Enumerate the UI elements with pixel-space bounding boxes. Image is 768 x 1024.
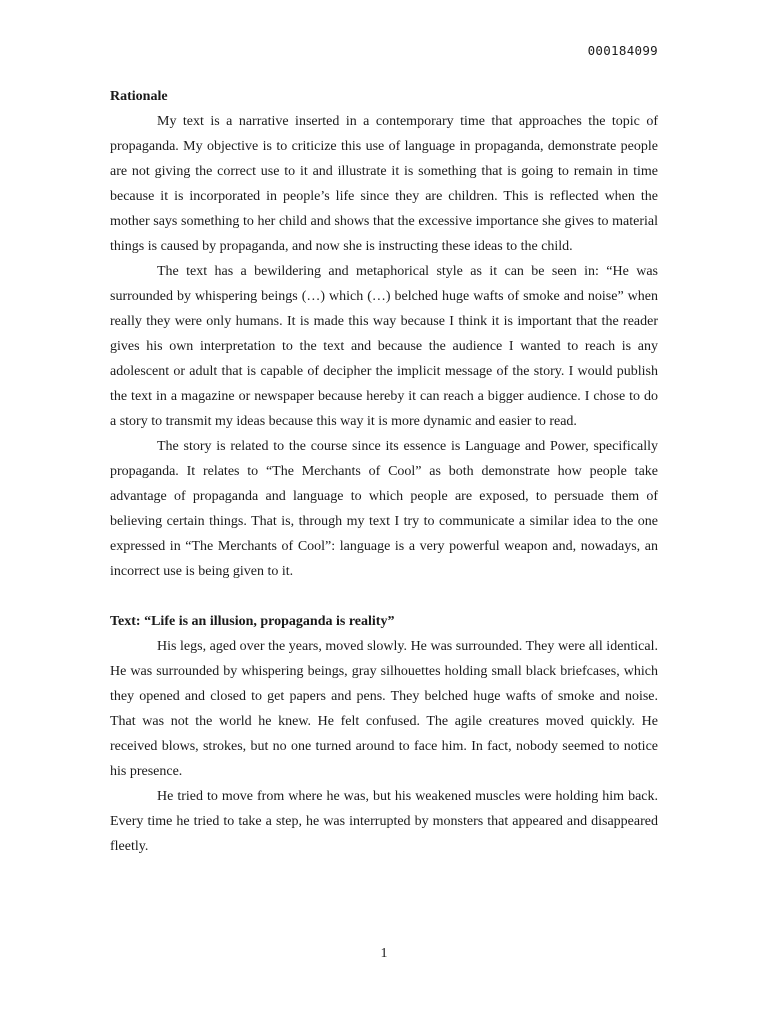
story-paragraph-2: He tried to move from where he was, but his weakened muscles were holding him back. Every time he tried to take a step, he was interrupted by monsters that appeared and disappeared fleetly. (110, 789, 658, 854)
page-number: 1 (380, 946, 388, 961)
story-paragraph-1: His legs, aged over the years, moved slowly. He was surrounded. They were all identical. He was surrounded by whispering beings, gray silhouettes holding small black briefcases, which they opened and closed to get papers and pens. They belched huge wafts of smoke and noise. That was not the world he knew. He felt confused. The agile creatures moved quickly. He received blows, strokes, but no one turned around to face him. In fact, nobody seemed to notice his presence. (110, 639, 658, 779)
rationale-heading: Rationale (110, 89, 168, 104)
document-id: 000184099 (587, 43, 658, 58)
rationale-paragraph-1: My text is a narrative inserted in a contemporary time that approaches the topic of propaganda. My objective is to criticize this use of language in propaganda, demonstrate people are not giving the correct use to it and illustrate it is something that is going to remain in time because it is incorporated in people’s life since they are children. This is reflected when the mother says something to her child and shows that the excessive importance she gives to material things is caused by propaganda, and now she is instructing these ideas to the child. (110, 114, 658, 254)
story-heading: Text: “Life is an illusion, propaganda is reality” (110, 614, 395, 629)
section-spacer (110, 584, 658, 609)
document-body (110, 84, 658, 859)
rationale-paragraph-3: The story is related to the course since its essence is Language and Power, specifically propaganda. It relates to “The Merchants of Cool” as both demonstrate how people take advantage of propaganda and language to which people are exposed, to persuade them of believing certain things. That is, through my text I try to communicate a similar idea to the one expressed in “The Merchants of Cool”: language is a very powerful weapon and, nowadays, an incorrect use is being given to it. (110, 439, 658, 579)
rationale-paragraph-2: The text has a bewildering and metaphorical style as it can be seen in: “He was surrounded by whispering beings (…) which (…) belched huge wafts of smoke and noise” when really they were only humans. It is made this way because I think it is important that the reader gives his own interpretation to the text and because the audience I wanted to reach is any adolescent or adult that is capable of decipher the implicit message of the story. I would publish the text in a magazine or newspaper because hereby it can reach a bigger audience. I chose to do a story to transmit my ideas because this way it is more dynamic and easier to read. (110, 264, 658, 429)
